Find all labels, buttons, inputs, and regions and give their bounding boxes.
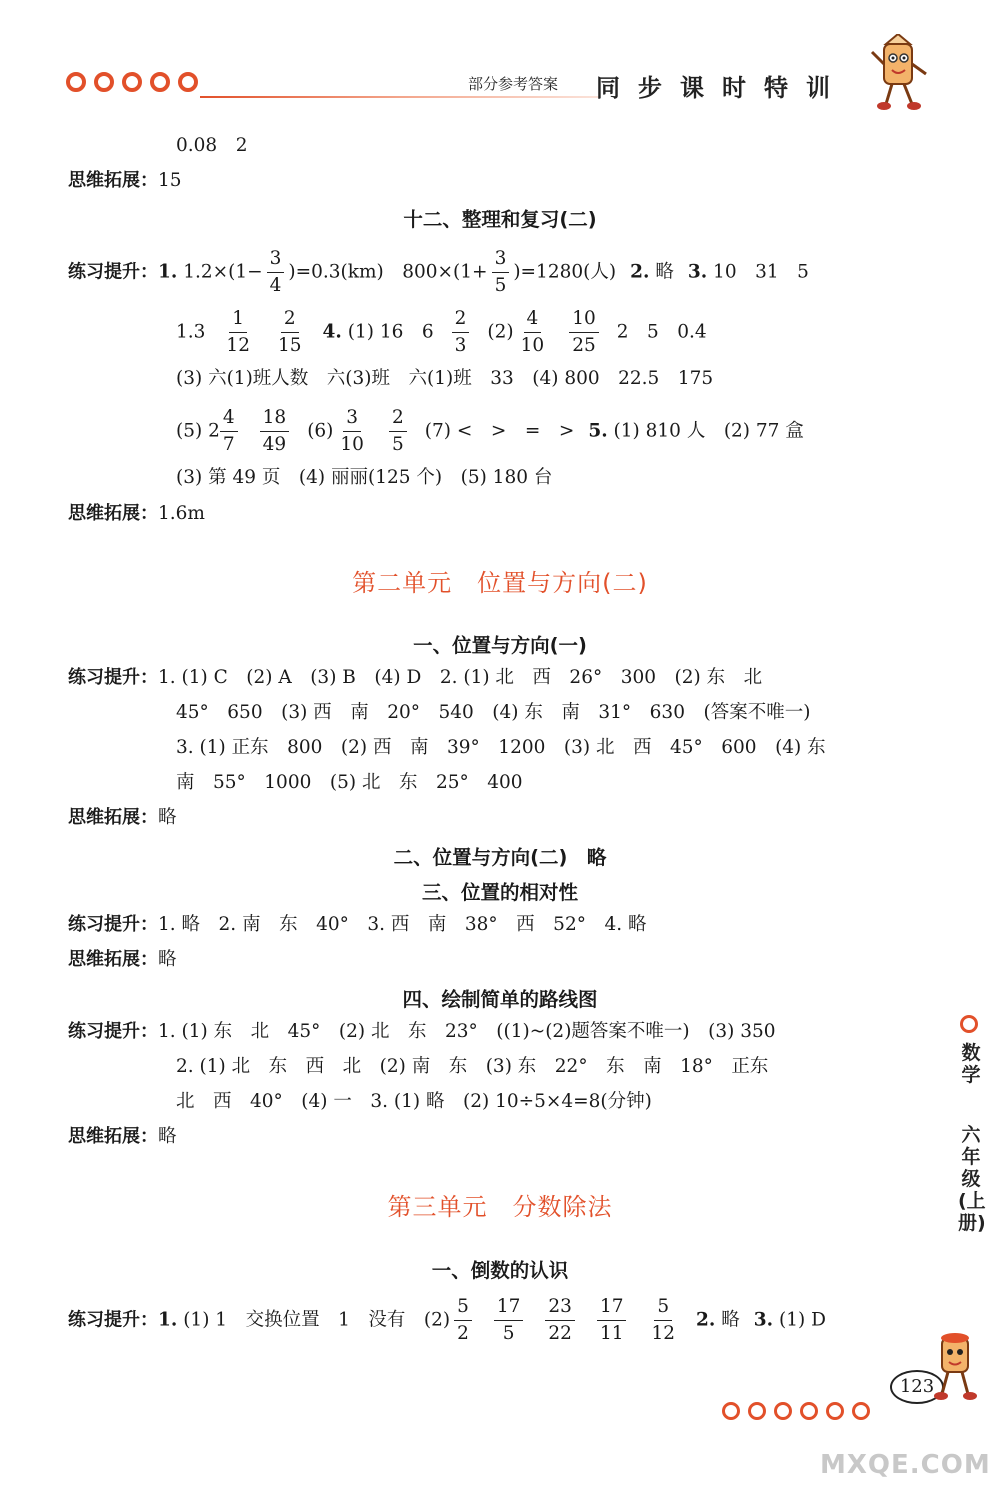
header-circle-icon — [150, 72, 170, 92]
answer-line: 0.08 2 — [176, 135, 248, 156]
think-label: 思维拓展： — [68, 949, 158, 970]
practice-label: 练习提升： — [68, 914, 158, 935]
fraction: $\frac{17}{5}$ — [494, 1294, 524, 1347]
fraction: $\frac{2}{5}$ — [389, 405, 407, 458]
footer-circle-icon — [800, 1402, 818, 1420]
answer-line: 南 55° 1000 (5) 北 东 25° 400 — [176, 772, 523, 793]
answer-line: 思维拓展：略 — [68, 949, 177, 970]
side-subject: 数学 — [961, 1042, 981, 1086]
answer-line: 思维拓展：略 — [68, 807, 177, 828]
section-title: 二、位置与方向(二) 略 — [393, 846, 607, 869]
footer-circle-icon — [774, 1402, 792, 1420]
section-title: 一、倒数的认识 — [431, 1259, 569, 1282]
fraction: $\frac{3}{4}$ — [267, 246, 285, 299]
answer-line: 练习提升：1. 1.2×(1− $\frac{3}{4}$ )=0.3(km) 800×(1+ $\frac{3}{5}$ )=1280(人) 2. 略 3. 10 31 5 — [68, 246, 809, 299]
fraction: $\frac{10}{25}$ — [569, 306, 599, 359]
answer-line: 思维拓展：略 — [68, 1126, 177, 1147]
fraction: $\frac{1}{12}$ — [226, 308, 250, 356]
header-circle-icon — [94, 72, 114, 92]
fraction: $\frac{4}{7}$ — [220, 405, 238, 458]
answer-line: 练习提升：1. (1) C (2) A (3) B (4) D 2. (1) 北 西 26° 300 (2) 东 北 — [68, 667, 763, 688]
footer-circle-icon — [748, 1402, 766, 1420]
answer-line: 练习提升：1. 略 2. 南 东 40° 3. 西 南 38° 西 52° 4. 略 — [68, 914, 647, 935]
answer-line: (3) 六(1)班人数 六(3)班 六(1)班 33 (4) 800 22.5 175 — [176, 368, 714, 389]
think-label: 思维拓展： — [68, 503, 158, 524]
answer-line: (3) 第 49 页 (4) 丽丽(125 个) (5) 180 台 — [176, 467, 553, 488]
header-circle-icon — [122, 72, 142, 92]
answer-line: 3. (1) 正东 800 (2) 西 南 39° 1200 (3) 北 西 45° 600 (4) 东 — [176, 737, 826, 758]
footer-circle-icon — [852, 1402, 870, 1420]
answer-line: 45° 650 (3) 西 南 20° 540 (4) 东 南 31° 630 (答案不唯一) — [176, 702, 811, 723]
answer-text: 15 — [158, 170, 182, 191]
answer-line: 北 西 40° (4) 一 3. (1) 略 (2) 10÷5×4=8(分钟) — [176, 1091, 652, 1112]
answer-line: 1.3 $\frac{1}{12}$ $\frac{2}{15}$ 4. (1) 16 6 $\frac{2}{3}$ (2) $\frac{4}{10}$ $\frac{10}{25}$ 2 5 0.4 — [176, 306, 707, 359]
fraction: $\frac{5}{12}$ — [651, 1296, 676, 1344]
practice-label: 练习提升： — [68, 261, 158, 283]
section-title: 四、绘制简单的路线图 — [402, 988, 598, 1011]
fraction: $\frac{5}{2}$ — [454, 1294, 472, 1347]
footer-circle-icon — [826, 1402, 844, 1420]
answer-line — [68, 169, 182, 193]
header-subtitle: 部分参考答案 — [468, 75, 559, 93]
fraction: $\frac{18}{49}$ — [260, 405, 290, 458]
page-number: 123 — [890, 1370, 944, 1404]
header-title: 同步课时特训 — [596, 74, 848, 102]
unit-title: 第三单元 分数除法 — [387, 1193, 613, 1221]
answer-line: 练习提升：1. (1) 1 交换位置 1 没有 (2) $\frac{5}{2}$ $\frac{17}{5}$ $\frac{23}{22}$ $\frac{17}{11}$ $\frac{5}{12}$ 2. 略 3. (1) D — [68, 1294, 826, 1347]
header-rule — [200, 96, 600, 98]
answer-line: 思维拓展：1.6m — [68, 503, 205, 524]
fraction: $\frac{4}{10}$ — [520, 308, 545, 356]
practice-label: 练习提升： — [68, 667, 158, 688]
fraction: $\frac{23}{22}$ — [545, 1294, 575, 1347]
fraction: $\frac{3}{10}$ — [340, 407, 364, 455]
answer-line: 2. (1) 北 东 西 北 (2) 南 东 (3) 东 22° 东 南 18° 正东 — [176, 1056, 769, 1077]
header-circle-icon — [178, 72, 198, 92]
fraction: $\frac{3}{5}$ — [492, 246, 510, 299]
footer-circle-icon — [722, 1402, 740, 1420]
section-title: 一、位置与方向(一) — [413, 634, 587, 657]
unit-title: 第二单元 位置与方向(二) — [352, 569, 648, 597]
practice-label: 练习提升： — [68, 1021, 158, 1042]
mascot-icon — [930, 1330, 980, 1402]
header-circle-icon — [66, 72, 86, 92]
answer-line: (5) 2 $\frac{4}{7}$ $\frac{18}{49}$ (6) $\frac{3}{10}$ $\frac{2}{5}$ (7) < > = > 5. (1) 810 人 (2) 77 盒 — [176, 405, 804, 458]
side-grade: 六年级(上册) — [958, 1124, 986, 1234]
section-title: 三、位置的相对性 — [421, 881, 578, 904]
think-label: 思维拓展： — [68, 170, 158, 191]
fraction: $\frac{2}{15}$ — [277, 308, 302, 356]
section-title: 十二、整理和复习(二) — [403, 208, 597, 231]
fraction: $\frac{2}{3}$ — [452, 306, 470, 359]
watermark: MXQE.COM — [820, 1450, 991, 1480]
side-circle-icon — [960, 1015, 978, 1033]
practice-label: 练习提升： — [68, 1309, 158, 1331]
think-label: 思维拓展： — [68, 807, 158, 828]
think-label: 思维拓展： — [68, 1126, 158, 1147]
answer-line: 练习提升：1. (1) 东 北 45° (2) 北 东 23° ((1)~(2)题答案不唯一) (3) 350 — [68, 1021, 776, 1042]
mascot-icon — [868, 34, 932, 112]
fraction: $\frac{17}{11}$ — [597, 1294, 627, 1347]
